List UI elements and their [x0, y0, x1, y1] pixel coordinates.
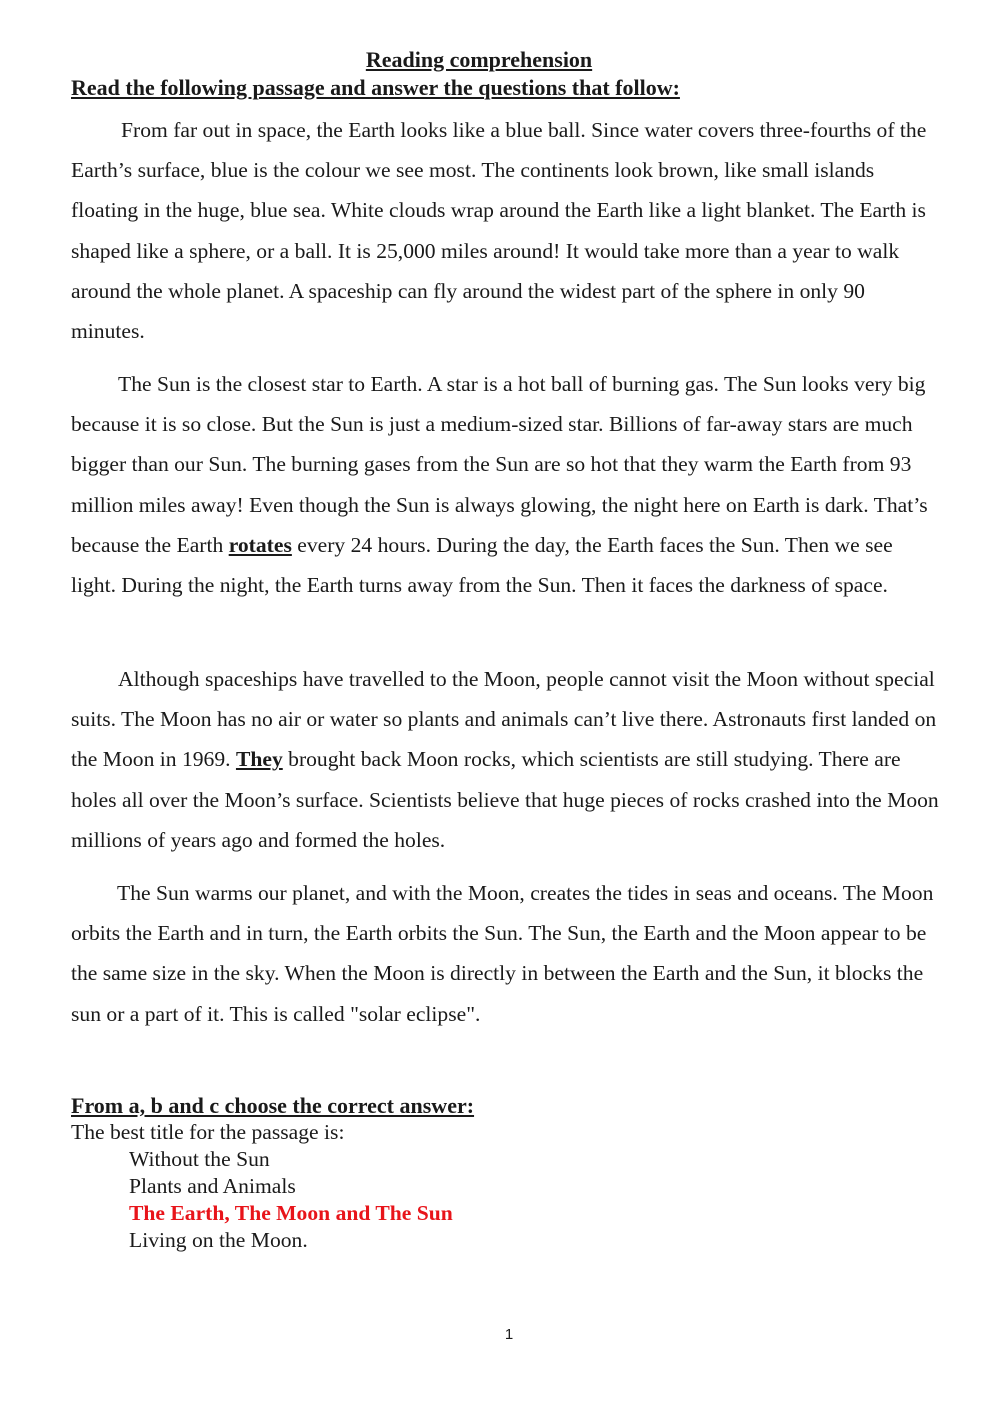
document-title: Reading comprehension	[365, 47, 593, 72]
passage-paragraph-2	[71, 364, 943, 605]
passage-paragraph-3	[71, 659, 943, 860]
page-number: 1	[504, 1326, 514, 1343]
answer-option-correct: The Earth, The Moon and The Sun	[129, 1201, 453, 1225]
paragraph-3-text-before: Although spaceships have travelled to the Moon, people cannot visit the Moon without special suits. The Moon has no air or water so plants and animals can’t live there. Astronauts first landed on the Moon in 1969.	[71, 667, 937, 772]
question-stem: The best title for the passage is:	[71, 1120, 345, 1144]
instruction-heading: Read the following passage and answer the questions that follow:	[71, 75, 680, 100]
question-heading: From a, b and c choose the correct answer:	[71, 1093, 475, 1118]
paragraph-2-text-after: every 24 hours. During the day, the Earth faces the Sun. Then we see light. During the night, the Earth turns away from the Sun. Then it faces the darkness of space.	[71, 532, 893, 598]
passage-paragraph-1: From far out in space, the Earth looks like a blue ball. Since water covers three-fourths of the Earth’s surface, blue is the colour we see most. The continents look brown, like small islands floating in the huge, blue sea. White clouds wrap around the Earth like a light blanket. The Earth is shaped like a sphere, or a ball. It is 25,000 miles around! It would take more than a year to walk around the whole planet. A spaceship can fly around the widest part of the sphere in only 90 minutes.	[71, 118, 927, 344]
passage-paragraph-4: The Sun warms our planet, and with the Moon, creates the tides in seas and oceans. The Moon orbits the Earth and in turn, the Earth orbits the Sun. The Sun, the Earth and the Moon appear to be the same size in the sky. When the Moon is directly in between the Earth and the Sun, it blocks the sun or a part of it. This is called "solar eclipse".	[71, 881, 934, 1026]
answer-option: Living on the Moon.	[129, 1228, 308, 1252]
keyword-rotates: rotates	[228, 532, 292, 557]
keyword-they: They	[235, 747, 283, 772]
answer-option: Without the Sun	[129, 1147, 270, 1171]
paragraph-3-text-after: brought back Moon rocks, which scientists are still studying. There are holes all over the Moon’s surface. Scientists believe that huge pieces of rocks crashed into the Moon millions of years ago and formed the holes.	[71, 747, 939, 852]
answer-options	[129, 1146, 453, 1254]
paragraph-2-text-before: The Sun is the closest star to Earth. A star is a hot ball of burning gas. The Sun looks very big because it is so close. But the Sun is just a medium-sized star. Billions of far-away stars are much bigger than our Sun. The burning gases from the Sun are so hot that they warm the Earth from 93 million miles away! Even though the Sun is always glowing, the night here on Earth is dark. That’s because the Earth	[71, 372, 928, 557]
answer-option: Plants and Animals	[129, 1174, 296, 1198]
